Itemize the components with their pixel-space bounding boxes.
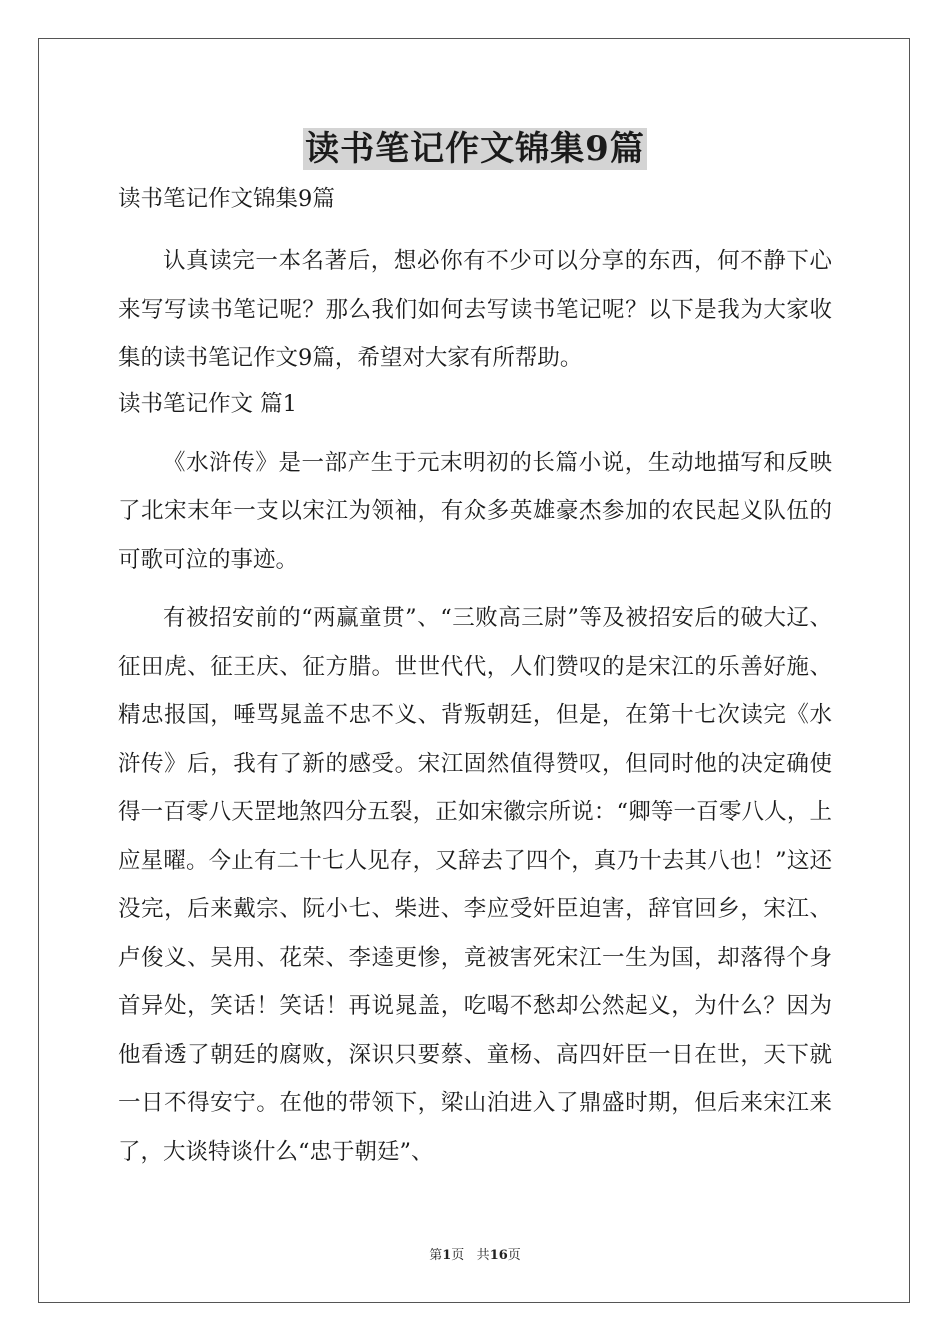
footer-page-suffix: 页 bbox=[451, 1248, 465, 1263]
body-paragraph-2: 有被招安前的“两赢童贯”、“三败高三尉”等及被招安后的破大辽、征田虎、征王庆、征方腊。世世代代，人们赞叹的是宋江的乐善好施、精忠报国，唾骂晁盖不忠不义、背叛朝廷，但是，在第十七次读完《水浒传》后，我有了新的感受。宋江固然值得赞叹，但同时他的决定确使得一百零八天罡地煞四分五裂，正如宋徽宗所说：“卿等一百零八人，上应星曜。今止有二十七人见存，又辞去了四个，真乃十去其八也！”这还没完，后来戴宗、阮小七、柴进、李应受奸臣迫害，辞官回乡，宋江、卢俊义、吴用、花荣、李逵更惨，竟被害死宋江一生为国，却落得个身首异处，笑话！笑话！再说晁盖，吃喝不愁却公然起义，为什么？因为他看透了朝廷的腐败，深识只要蔡、童杨、高四奸臣一日在世，天下就一日不得安宁。在他的带领下，梁山泊进入了鼎盛时期，但后来宋江来了，大谈特谈什么“忠于朝廷”、 bbox=[118, 605, 832, 1165]
footer-total-pages: 16 bbox=[489, 1248, 508, 1263]
document-body bbox=[118, 182, 832, 1176]
title-container bbox=[0, 128, 950, 170]
footer-total-suffix: 页 bbox=[507, 1248, 521, 1263]
body-paragraph-1: 《水浒传》是一部产生于元末明初的长篇小说，生动地描写和反映了北宋末年一支以宋江为领袖，有众多英雄豪杰参加的农民起义队伍的可歌可泣的事迹。 bbox=[118, 449, 832, 573]
footer-page-prefix: 第 bbox=[429, 1248, 443, 1263]
intro-paragraph: 认真读完一本名著后，想必你有不少可以分享的东西，何不静下心来写写读书笔记呢？那么我们如何去写读书笔记呢？以下是我为大家收集的读书笔记作文9篇，希望对大家有所帮助。 bbox=[118, 248, 832, 371]
document-title: 读书笔记作文锦集9篇 bbox=[305, 129, 645, 169]
document-subtitle: 读书笔记作文锦集9篇 bbox=[118, 186, 335, 212]
section-heading: 读书笔记作文 篇1 bbox=[118, 390, 297, 417]
footer-page-number: 1 bbox=[442, 1248, 452, 1263]
page-footer bbox=[0, 1244, 950, 1263]
footer-total-prefix: 共 bbox=[476, 1248, 490, 1263]
